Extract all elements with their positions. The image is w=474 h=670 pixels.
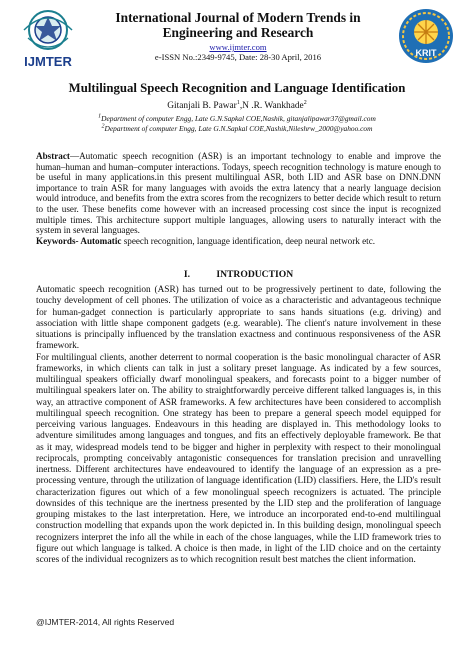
krit-logo [392,6,460,66]
paper-title: Multilingual Speech Recognition and Language Identification [68,81,406,95]
ijmter-logo [14,8,82,70]
krit-logo-text: KRIT [415,48,437,58]
affiliation-2-sup: 2 [101,123,105,130]
ijmter-logo-text: IJMTER [24,54,72,69]
abstract-text: —Automatic speech recognition (ASR) is an important technology to enable and improve the human–human and human–computer interactions. Todays, speech recognition technology is mature enough to be useful in many applications.in this present multilingual ASR, both LID and ASR base on DNN.DNN importance to train ASR for many languages with avoids the extra latency that a nearly language decision would introduce, and benefits from the extra scores from the recognizers to better decide which result to return to the user. These benefits come however with an increased processing cost since the input is recognized multiple times. This architecture support multiple languages, allowing users to naturally interact with the system in several languages. [36,151,441,236]
author-2-sup: 2 [303,99,307,106]
copyright-footer: @IJMTER-2014, All rights Reserved [36,617,175,627]
affiliation-1-text: Department of computer Engg, Late G.N.Sapkal COE,Nashik, gitanjalipawar37@gmail.com [101,114,376,123]
section-heading-introduction: I. INTRODUCTION [183,269,294,280]
introduction-body [36,285,441,566]
keywords-bold: Automatic [78,235,122,246]
affiliation-2-text: Department of computer Engg, Late G.N.Sapkal COE,Nashik,Nileshrw_2000@yahoo.com [104,124,373,133]
journal-title: International Journal of Modern Trends in Engineering and Research [115,10,361,40]
paper-authors [30,101,444,112]
author-2: ,N .R. Wankhade [239,101,304,111]
paragraph: For multilingual clients, another deterrent to normal cooperation is the basic monolingual character of ASR frameworks, in which clients can talk in just a solitary preset language. As indicated by a few sources, multilingual speakers officially dwarf monolingual speakers, and forecasts point to a bigger number of multilingual speakers later on. The ability to straightforwardly perceive different talked languages is, in this way, an attractive component of ASR frameworks. A few architectures have been considered to accomplish multilingual speech recognition. One strategy has been to prepare a general speech model equipped for perceiving various languages. Endeavours in this heading are displayed in. This methodology looks to adventure similitudes among languages and tongues, and fits an effectively deployable framework. Be that as it may, widespread models tend to be bigger and higher in perplexity with respect to their monolingual reciprocals, prompting conceivably antagonistic consequences for translation precision and unravelling inertness. Different architectures have endeavoured to identify the language of an expression as a pre-processing venture, through the utilization of language identification (LID) classifiers. Here, the LID's result characterization figures out which of a few monolingual speech recognizers is actuated. The principle downsides of this technique are the inertness presented by the LID step and the proliferation of language grouping mistakes to the last interpretation. Here, we introduce an incorporated end-to-end multilingual construction modelling that expands upon the work depicted in. In this building design, monolingual speech recognizers interpret the info all the while in each of the chose languages, while the LID framework tries to figure out which language is talked. A choice is then made, in light of the LID choice and on the certainty scores of the individual recognizers as to which recognition result best matches the client information. [36,352,441,565]
keywords-label: Keywords- [36,235,79,246]
affiliation-1-sup: 1 [98,113,102,120]
affiliation-1 [30,114,444,123]
abstract [36,151,441,246]
author-1: Gitanjali B. Pawar [167,101,237,111]
affiliation-2 [30,124,444,133]
keywords-text: speech recognition, language identification, deep neural network etc. [121,235,376,246]
journal-url-link[interactable]: www.ijmter.com [209,42,267,52]
paragraph: Automatic speech recognition (ASR) has turned out to be progressively pertinent to date, following the touchy development of cell phones. The utilization of voice as a characteristic and advantageous technique for human-gadget connection is particularly appropriate to sans hands situations (e.g. driving) and association with little shape component gadgets (e.g. wearable). The client's nature involvement in these situations is principally influenced by the translation exactness and continuous responsiveness of the ASR framework. [36,285,441,352]
abstract-label: Abstract [36,151,70,161]
author-1-sup: 1 [236,99,240,106]
journal-issn: e-ISSN No.:2349-9745, Date: 28-30 April, 2016 [154,52,322,62]
